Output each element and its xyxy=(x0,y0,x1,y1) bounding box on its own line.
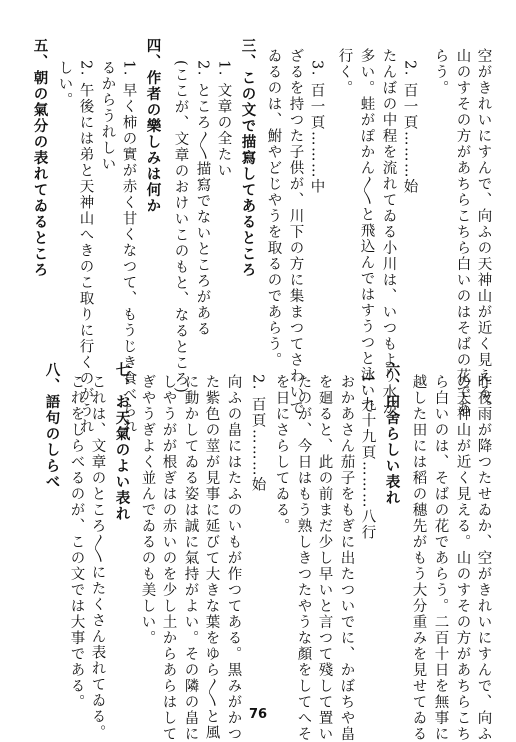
section-heading: 六、田舍らしい表れ xyxy=(383,362,401,506)
text-column: の天神山が近く見える。山のすその方があちらこち xyxy=(454,374,471,742)
section-heading: 三、この文で描寫してあるところ xyxy=(239,38,257,278)
text-column: に動かしてゐる姿は誠に氣持がよい。その隣の畠に xyxy=(182,374,199,742)
text-column: らう。 xyxy=(432,48,449,96)
text-column: 越した田には稻の穗先がもう大分重みを見せてゐる xyxy=(410,374,427,742)
text-column: おかあさん茄子をもぎに出たついでに、かぼちや畠 xyxy=(338,374,355,742)
text-column: 2. ところ〳〵描寫でないところがある xyxy=(194,60,211,338)
text-column: ざるを持つた子供が、川下の方に集まつてさわいで xyxy=(287,48,304,416)
text-column: ぎやうぎよく並んでゐるのも美しい。 xyxy=(139,374,156,646)
text-column: 1. 早く柿の實が赤く甘くなつて、もうじき食べられ xyxy=(120,60,137,435)
text-column: 多い。蛙がぽかん〳〵と飛込んではすうつと泳いで xyxy=(358,48,375,415)
section-heading: 四、作者の樂しみは何か xyxy=(144,38,162,214)
text-column: 向ふの畠にはたふのいもが作つてある。黒みがかつ xyxy=(225,374,242,742)
text-column: 山のすその方があちらこちら白いのはそばの花であ xyxy=(454,48,471,416)
text-column: 2. 午後には弟と天神山へきのこ取りに行くのがうれ xyxy=(77,60,94,435)
text-column: これをしらべるのが、この文では大事である。 xyxy=(68,374,85,710)
text-column: 空がきれいにすんで、向ふの天神山が近く見える。 xyxy=(475,48,492,416)
text-column: しやうがが根ぎはの赤いのを少し土からあらはして xyxy=(160,374,177,742)
text-column: 1. 九十九頁………八行 xyxy=(359,374,376,541)
text-column: (ここが、文章のおけいこのもと、なるところ) xyxy=(172,60,189,395)
section-heading: 五、朝の氣分の表れてゐるところ xyxy=(31,38,49,278)
text-column: たのが、今日はもう熟しきつたやうな顏をしてへそ xyxy=(295,374,312,742)
text-column: を廻ると、此の前まだ少し早いと言つて殘して置い xyxy=(316,374,333,742)
text-column: 2. 百一頁………始 xyxy=(401,60,418,195)
text-column: 2. 百頁………始 xyxy=(249,374,266,493)
section-heading: 八、語句のしらべ xyxy=(43,362,61,490)
text-column: 昨夜雨が降つたせゐか、空がきれいにすんで、向ふ xyxy=(475,374,492,742)
text-column: ゐるのは、鮒やどじやうを取るのであらう。 xyxy=(265,48,282,368)
text-column: た紫色の莖が見事に延びて大きな葉をゆら〳〵と風 xyxy=(203,374,220,741)
text-column: 3. 百一頁………中 xyxy=(308,60,325,195)
text-column: ら白いのは、そばの花であらう。二百十日を無事に xyxy=(432,374,449,742)
text-column: これは、文章のところ〳〵にたくさん表れてゐる。 xyxy=(89,374,106,741)
text-column: るからうれしい xyxy=(99,60,116,172)
section-heading: 七、お天氣のよい表れ xyxy=(113,362,131,522)
text-column: しい。 xyxy=(56,60,73,108)
text-column: を日にさらしてゐる。 xyxy=(273,374,290,534)
page-number: 76 xyxy=(248,707,268,722)
text-column: 行く。 xyxy=(336,48,353,96)
text-column: 1. 文章の全たい xyxy=(215,60,232,179)
text-column: たんぼの中程を流れてゐる小川は、いつもより水が xyxy=(380,48,397,416)
